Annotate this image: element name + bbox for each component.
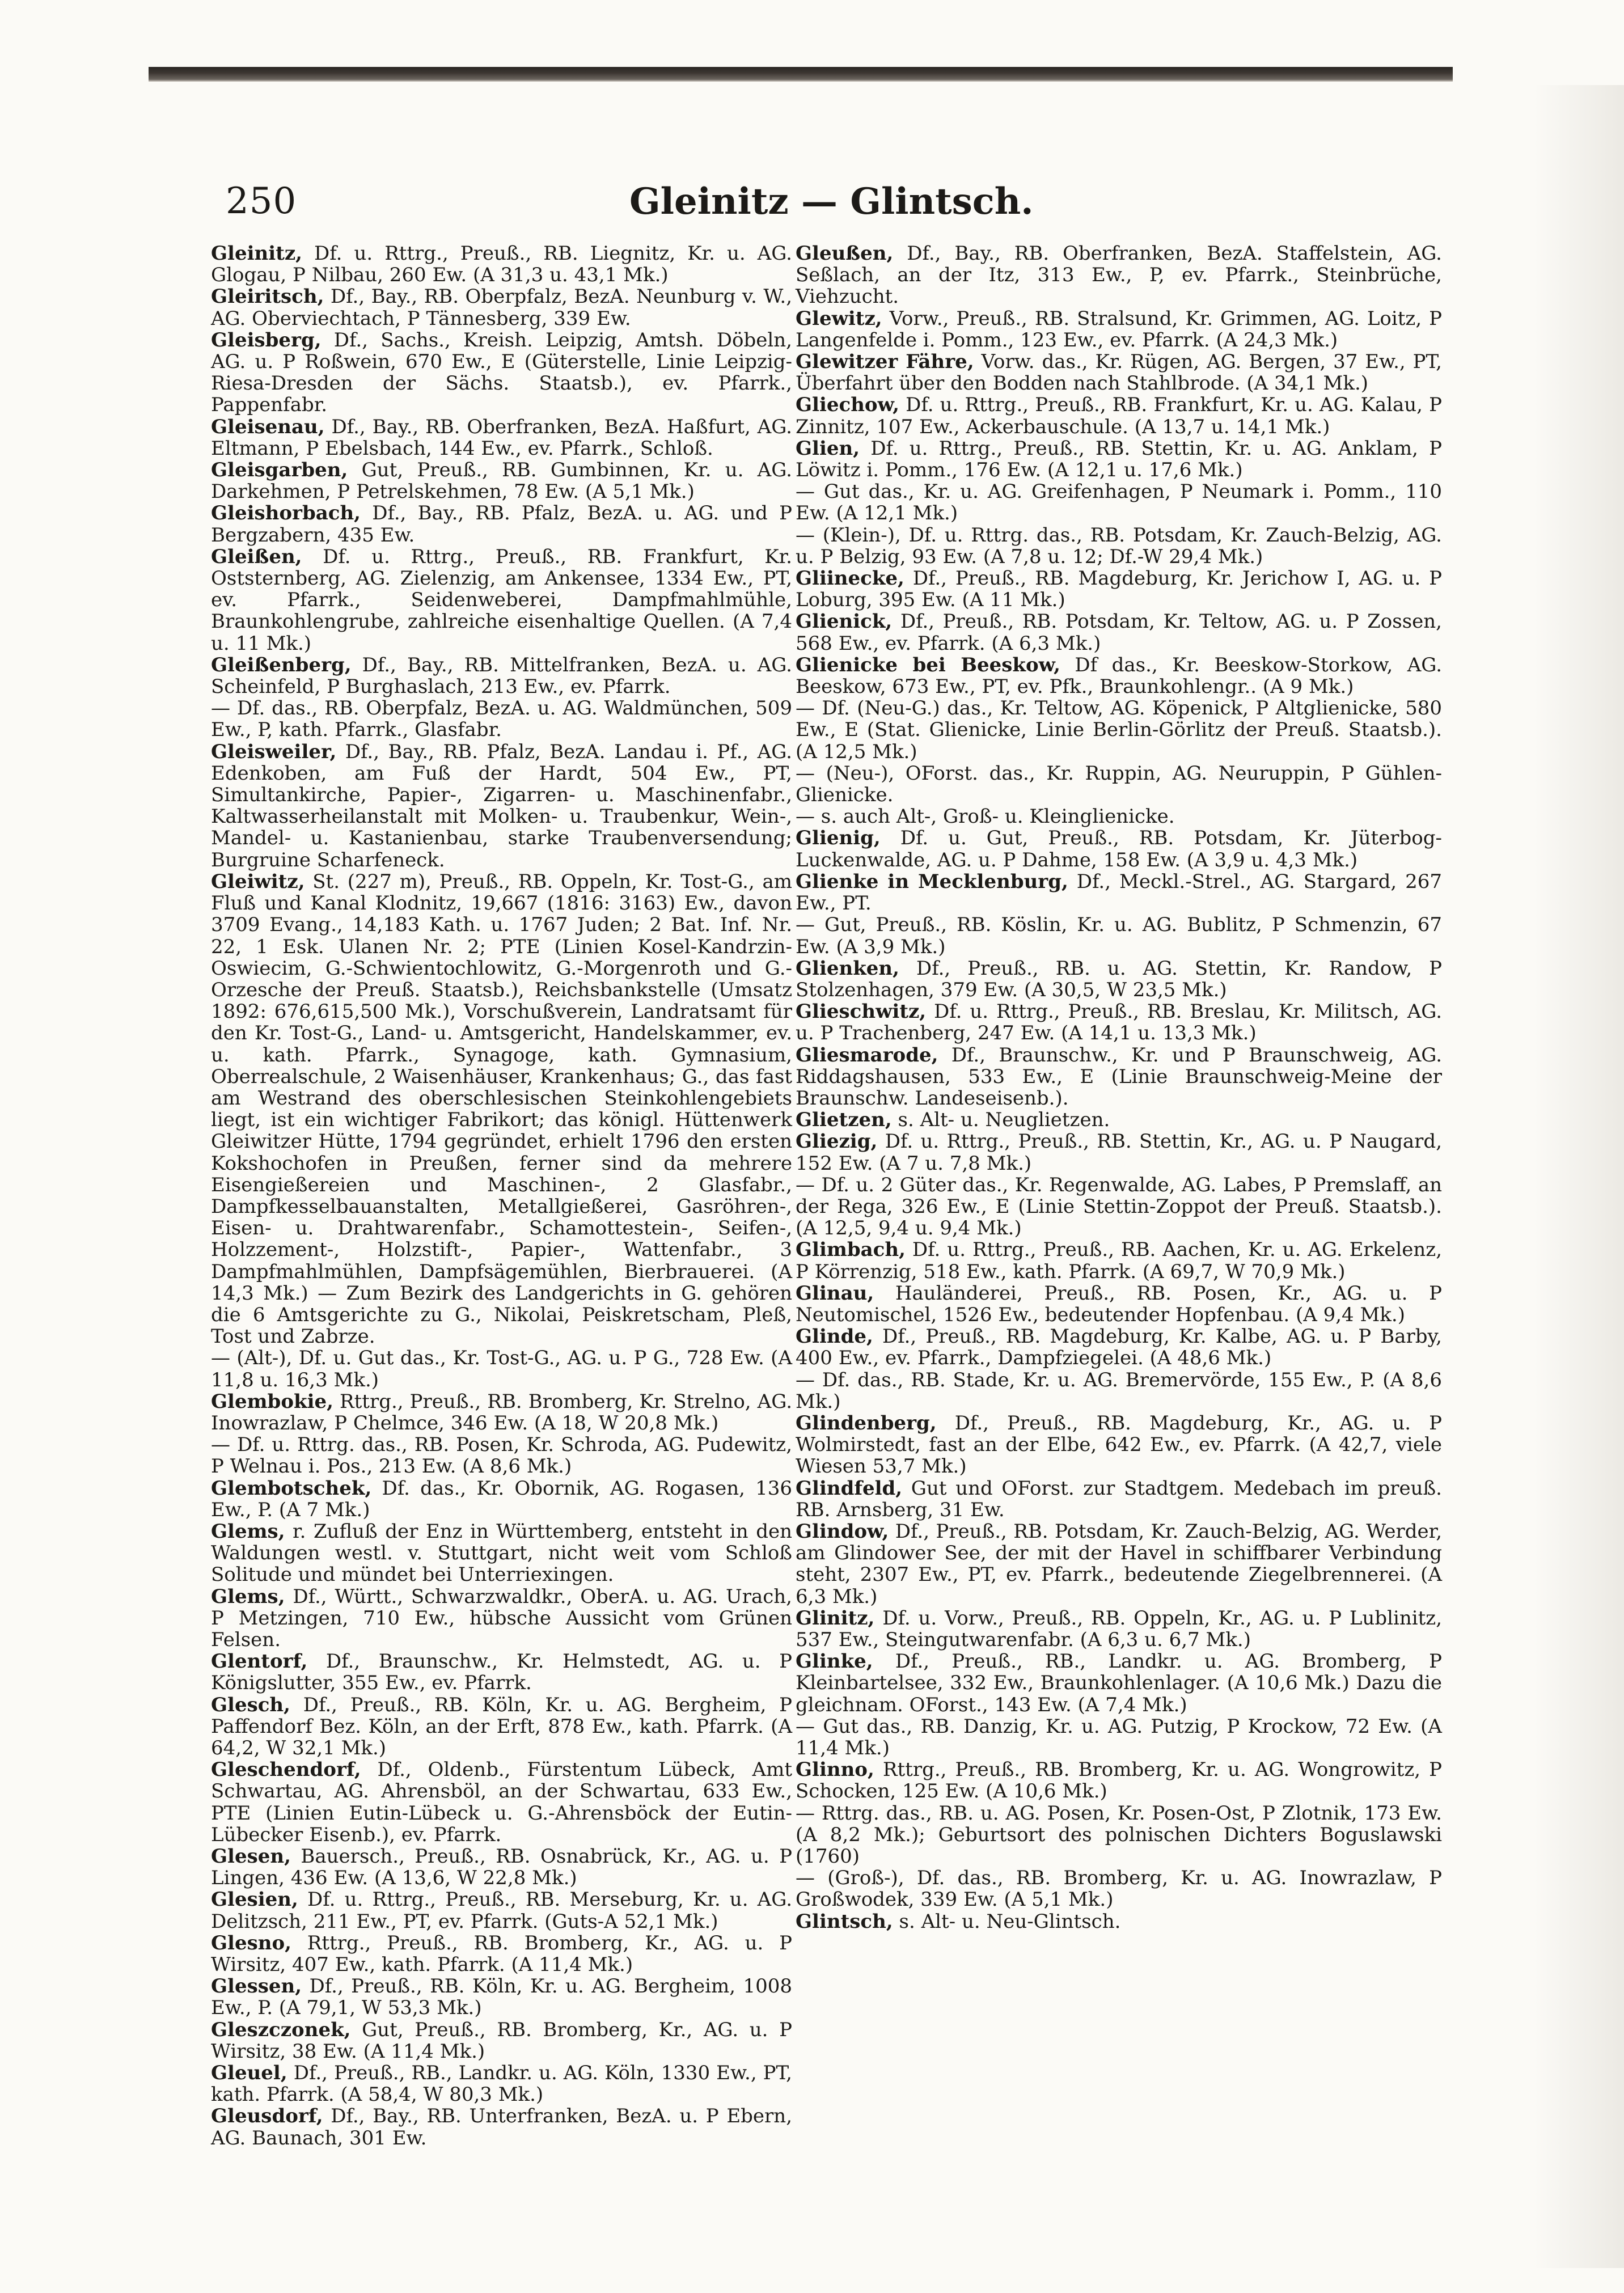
gazetteer-entry: [796, 806, 1442, 827]
gazetteer-entry: [796, 654, 1442, 697]
gazetteer-entry: [211, 741, 792, 871]
gazetteer-entry: [796, 351, 1442, 394]
entry-text: — Gut das., RB. Danzig, Kr. u. AG. Putzig, P Krockow, 72 Ew. (A 11,4 Mk.): [796, 1715, 1442, 1760]
gazetteer-entry: [211, 1586, 792, 1651]
entry-headword: Glinau,: [796, 1281, 874, 1305]
entry-text: — Df. das., RB. Oberpfalz, BezA. u. AG. Waldmünchen, 509 Ew., P, kath. Pfarrk., Glasfabr.: [211, 697, 792, 742]
entry-headword: Glembokie,: [211, 1390, 333, 1413]
gazetteer-entry: [796, 243, 1442, 308]
gazetteer-entry: [211, 2019, 792, 2062]
entry-headword: Gleißenberg,: [211, 653, 352, 676]
gazetteer-entry: [796, 1716, 1442, 1759]
entry-text: Df., Meckl.-Strel., AG. Stargard, 267 Ew., PT.: [796, 870, 1442, 915]
entry-headword: Gleisenau,: [211, 415, 325, 438]
gazetteer-entry: [796, 568, 1442, 611]
gazetteer-entry: [211, 2105, 792, 2148]
entry-headword: Glinitz,: [796, 1606, 875, 1630]
entry-text: Df., Preuß., RB. Köln, Kr. u. AG. Bergheim, 1008 Ew., P. (A 79,1, W 53,3 Mk.): [211, 1975, 792, 2020]
entry-headword: Glesno,: [211, 1931, 291, 1954]
entry-text: Gut und OForst. zur Stadtgem. Medebach im preuß. RB. Arnsberg, 31 Ew.: [796, 1477, 1442, 1521]
entry-text: Df., Bay., RB. Pfalz, BezA. u. AG. und P Bergzabern, 435 Ew.: [211, 502, 792, 547]
entry-text: Df., Preuß., RB. Potsdam, Kr. Zauch-Belzig, AG. Werder, am Glindower See, der mit der Havel in schiffbarer Verbindung steht, 2307 Ew., PT, ev. Pfarrk., bedeutende Ziegelbrennerei. (A 6,3 Mk.): [796, 1520, 1442, 1608]
gazetteer-entry: [211, 654, 792, 697]
entry-text: Df., Bay., RB. Mittelfranken, BezA. u. AG. Scheinfeld, P Burghaslach, 213 Ew., ev. Pfarrk.: [211, 653, 792, 699]
entry-headword: Gleiritsch,: [211, 285, 324, 308]
entry-text: Df., Preuß., RB. Magdeburg, Kr. Kalbe, AG. u. P Barby, 400 Ew., ev. Pfarrk., Dampfziegelei. (A 48,6 Mk.): [796, 1325, 1442, 1370]
entry-text: — Df. das., RB. Stade, Kr. u. AG. Bremervörde, 155 Ew., P. (A 8,6 Mk.): [796, 1368, 1442, 1413]
gazetteer-entry: [796, 1651, 1442, 1716]
gazetteer-entry: [211, 1694, 792, 1759]
entry-text: Df., Bay., RB. Oberfranken, BezA. Haßfurt, AG. Eltmann, P Ebelsbach, 144 Ew., ev. Pfarrk., Schloß.: [211, 415, 792, 460]
entry-text: — (Neu-), OForst. das., Kr. Ruppin, AG. Neuruppin, P Gühlen-Glienicke.: [796, 761, 1442, 807]
entry-headword: Glienicke bei Beeskow,: [796, 653, 1060, 676]
entry-headword: Gliinecke,: [796, 567, 904, 590]
entry-headword: Glembotschek,: [211, 1477, 372, 1500]
gazetteer-entry: [211, 1434, 792, 1477]
entry-headword: Gliezig,: [796, 1130, 878, 1153]
entry-headword: Glesch,: [211, 1693, 290, 1716]
entry-text: Bauersch., Preuß., RB. Osnabrück, Kr., AG. u. P Lingen, 436 Ew. (A 13,6, W 22,8 Mk.): [211, 1845, 792, 1890]
entry-headword: Gleuel,: [211, 2062, 287, 2085]
entry-headword: Glimbach,: [796, 1238, 906, 1262]
entry-headword: Glems,: [211, 1520, 285, 1543]
entry-text: Df., Bay., RB. Pfalz, BezA. Landau i. Pf., AG. Edenkoben, am Fuß der Hardt, 504 Ew., PT, Simultankirche, Papier-, Zigarren- u. Maschinenfabr., Kaltwasserheilanstalt mit Molken- u. Traubenkur, Wein-, Mandel- u. Kastanienbau, starke Traubenversendung; Burgruine Scharfeneck.: [211, 740, 792, 871]
entry-headword: Gliesmarode,: [796, 1043, 938, 1067]
gazetteer-entry: [796, 697, 1442, 763]
entry-text: Df. das., Kr. Obornik, AG. Rogasen, 136 Ew., P. (A 7 Mk.): [211, 1477, 792, 1521]
entry-headword: Gleißen,: [211, 545, 302, 568]
entry-text: Df. u. Rttrg., Preuß., RB. Stettin, Kr., AG. u. P Naugard, 152 Ew. (A 7 u. 7,8 Mk.): [796, 1130, 1442, 1175]
entry-text: — Rttrg. das., RB. u. AG. Posen, Kr. Posen-Ost, P Zlotnik, 173 Ew. (A 8,2 Mk.); Geburtsort des polnischen Dichters Boguslawski (1760): [796, 1801, 1442, 1868]
entry-text: Df., Preuß., RB. Köln, Kr. u. AG. Bergheim, P Paffendorf Bez. Köln, an der Erft, 878 Ew., kath. Pfarrk. (A 64,2, W 32,1 Mk.): [211, 1693, 792, 1760]
entry-headword: Glinke,: [796, 1650, 873, 1673]
gazetteer-entry: [796, 1001, 1442, 1044]
entry-headword: Gleusdorf,: [211, 2105, 323, 2128]
entry-text: — Df. u. 2 Güter das., Kr. Regenwalde, AG. Labes, P Premslaff, an der Rega, 326 Ew., E (Linie Stettin-Zoppot der Preuß. Staatsb.). (A 12,5, 9,4 u. 9,4 Mk.): [796, 1173, 1442, 1240]
gazetteer-entry: [796, 308, 1442, 351]
entry-headword: Glienke in Mecklenburg,: [796, 870, 1068, 893]
entry-text: Df. u. Vorw., Preuß., RB. Oppeln, Kr., AG. u. P Lublinitz, 537 Ew., Steingutwarenfabr. (A 6,3 u. 6,7 Mk.): [796, 1606, 1442, 1651]
entry-text: Df., Württ., Schwarzwaldkr., OberA. u. AG. Urach, P Metzingen, 710 Ew., hübsche Aussicht vom Grünen Felsen.: [211, 1585, 792, 1651]
entry-text: Rttrg., Preuß., RB. Bromberg, Kr., AG. u. P Wirsitz, 407 Ew., kath. Pfarrk. (A 11,4 Mk.): [211, 1931, 792, 1977]
gazetteer-entry: [796, 1109, 1442, 1131]
entry-text: Df. u. Rttrg., Preuß., RB. Stettin, Kr. u. AG. Anklam, P Löwitz i. Pomm., 176 Ew. (A 12,1 u. 17,6 Mk.): [796, 437, 1442, 482]
entry-text: Df., Bay., RB. Oberfranken, BezA. Staffelstein, AG. Seßlach, an der Itz, 313 Ew., P, ev. Pfarrk., Steinbrüche, Viehzucht.: [796, 242, 1442, 308]
entry-text: Df. u. Rttrg., Preuß., RB. Frankfurt, Kr. u. AG. Kalau, P Zinnitz, 107 Ew., Ackerbauschule. (A 13,7 u. 14,1 Mk.): [796, 394, 1442, 438]
entry-headword: Glieschwitz,: [796, 1000, 927, 1023]
gazetteer-entry: [796, 1867, 1442, 1910]
gazetteer-entry: [796, 1412, 1442, 1478]
entry-headword: Gleszczonek,: [211, 2018, 351, 2041]
entry-text: s. Alt- u. Neuglietzen.: [891, 1109, 1110, 1132]
entry-headword: Glesien,: [211, 1888, 298, 1911]
gazetteer-entry: [796, 1131, 1442, 1174]
entry-text: Df. u. Rttrg., Preuß., RB. Aachen, Kr. u. AG. Erkelenz, P Körrenzig, 518 Ew., kath. Pfarrk. (A 69,7, W 70,9 Mk.): [796, 1238, 1442, 1283]
gazetteer-entry: [211, 2062, 792, 2105]
entry-headword: Glindenberg,: [796, 1411, 937, 1435]
entry-text: Df., Preuß., RB. u. AG. Stettin, Kr. Randow, P Stolzenhagen, 379 Ew. (A 30,5, W 23,5 Mk.): [796, 957, 1442, 1001]
gazetteer-entry: [211, 1932, 792, 1975]
gazetteer-entry: [796, 1521, 1442, 1607]
gazetteer-entry: [211, 1347, 792, 1390]
gazetteer-entry: [211, 1759, 792, 1846]
entry-text: — (Alt-), Df. u. Gut das., Kr. Tost-G., AG. u. P G., 728 Ew. (A 11,8 u. 16,3 Mk.): [211, 1347, 792, 1391]
gazetteer-entry: [211, 697, 792, 741]
entry-text: Df. u. Gut, Preuß., RB. Potsdam, Kr. Jüterbog-Luckenwalde, AG. u. P Dahme, 158 Ew. (A 3,9 u. 4,3 Mk.): [796, 827, 1442, 871]
gazetteer-entry: [211, 1975, 792, 2019]
gazetteer-entry: [211, 1478, 792, 1521]
gazetteer-entry: [796, 1044, 1442, 1110]
entry-headword: Glinde,: [796, 1325, 873, 1348]
entry-headword: Glesen,: [211, 1845, 291, 1868]
entry-text: — (Groß-), Df. das., RB. Bromberg, Kr. u. AG. Inowrazlaw, P Großwodek, 339 Ew. (A 5,1 Mk.): [796, 1867, 1442, 1911]
entry-headword: Glinno,: [796, 1758, 874, 1782]
gazetteer-entry: [211, 416, 792, 459]
entry-text: — Gut das., Kr. u. AG. Greifenhagen, P Neumark i. Pomm., 110 Ew. (A 12,1 Mk.): [796, 480, 1442, 525]
entry-headword: Glewitzer Fähre,: [796, 350, 974, 374]
entry-headword: Gleisberg,: [211, 328, 322, 352]
gazetteer-entry: [211, 1651, 792, 1694]
entry-text: Df., Preuß., RB. Magdeburg, Kr., AG. u. P Wolmirstedt, fast an der Elbe, 642 Ew., ev. Pfarrk. (A 42,7, viele Wiesen 53,7 Mk.): [796, 1411, 1442, 1478]
entry-text: Df., Preuß., RB., Landkr. u. AG. Köln, 1330 Ew., PT, kath. Pfarrk. (A 58,4, W 80,3 Mk.): [211, 2062, 792, 2106]
entry-headword: Gleishorbach,: [211, 502, 361, 525]
entry-headword: Glindow,: [796, 1520, 889, 1543]
gazetteer-entry: [796, 827, 1442, 870]
gazetteer-entry: [211, 1889, 792, 1932]
entry-text: Rttrg., Preuß., RB. Bromberg, Kr. u. AG. Wongrowitz, P Schocken, 125 Ew. (A 10,6 Mk.): [796, 1758, 1442, 1803]
entry-text: Df. u. Rttrg., Preuß., RB. Frankfurt, Kr. Oststernberg, AG. Zielenzig, am Ankensee, 1334 Ew., PT, ev. Pfarrk., Seidenweberei, Dampfmahlmühle, Braunkohlengrube, zahlreiche eisenhaltige Quellen. (A 7,4 u. 11 Mk.): [211, 545, 792, 655]
entry-headword: Glienig,: [796, 827, 881, 850]
entry-text: Df. u. Rttrg., Preuß., RB. Liegnitz, Kr. u. AG. Glogau, P Nilbau, 260 Ew. (A 31,3 u. 43,1 Mk.): [211, 242, 792, 287]
entry-headword: Glietzen,: [796, 1109, 892, 1132]
gazetteer-entry: [211, 1521, 792, 1586]
entry-headword: Glessen,: [211, 1975, 302, 1998]
entry-text: r. Zufluß der Enz in Württemberg, entsteht in den Waldungen westl. v. Stuttgart, nicht weit vom Schloß Solitude und mündet bei Unterriexingen.: [211, 1520, 792, 1587]
gazetteer-entry: [211, 459, 792, 502]
page-number: 250: [226, 180, 297, 222]
page-shadow: [1533, 85, 1624, 2268]
gazetteer-entry: [796, 611, 1442, 654]
entry-text: Df das., Kr. Beeskow-Storkow, AG. Beeskow, 673 Ew., PT, ev. Pfk., Braunkohlengr.. (A 9 Mk.): [796, 653, 1443, 699]
entry-text: — Df. u. Rttrg. das., RB. Posen, Kr. Schroda, AG. Pudewitz, P Welnau i. Pos., 213 Ew. (A 8,6 Mk.): [211, 1433, 792, 1478]
entry-text: — (Klein-), Df. u. Rttrg. das., RB. Potsdam, Kr. Zauch-Belzig, AG. u. P Belzig, 93 Ew. (A 7,8 u. 12; Df.-W 29,4 Mk.): [796, 523, 1442, 568]
gazetteer-entry: [211, 1391, 792, 1434]
gazetteer-entry: [796, 1369, 1442, 1412]
entry-headword: Gleschendorf,: [211, 1758, 361, 1782]
entry-text: Df., Oldenb., Fürstentum Lübeck, Amt Schwartau, AG. Ahrensböl, an der Schwartau, 633 Ew., PTE (Linien Eutin-Lübeck u. G.-Ahrensböck der Eutin-Lübecker Eisenb.), ev. Pfarrk.: [211, 1758, 792, 1846]
entry-headword: Gleußen,: [796, 242, 894, 265]
gazetteer-entry: [211, 502, 792, 545]
entry-headword: Gleisgarben,: [211, 459, 348, 482]
entry-headword: Glienick,: [796, 610, 893, 633]
gazetteer-entry: [796, 1326, 1442, 1369]
entry-text: Df., Braunschw., Kr. und P Braunschweig, AG. Riddagshausen, 533 Ew., E (Linie Braunschweig-Meine der Braunschw. Landeseisenb.).: [796, 1043, 1442, 1110]
entry-headword: Gliechow,: [796, 394, 899, 417]
entry-headword: Gleiwitz,: [211, 870, 305, 893]
gazetteer-entry: [211, 1846, 792, 1889]
entry-text: Df., Preuß., RB. Potsdam, Kr. Teltow, AG. u. P Zossen, 568 Ew., ev. Pfarrk. (A 6,3 Mk.): [796, 610, 1442, 655]
entry-text: Df., Preuß., RB., Landkr. u. AG. Bromberg, P Kleinbartelsee, 332 Ew., Braunkohlenlager. (A 10,6 Mk.) Dazu die gleichnam. OForst., 143 Ew. (A 7,4 Mk.): [796, 1650, 1442, 1716]
entry-text: Df., Preuß., RB. Magdeburg, Kr. Jerichow I, AG. u. P Loburg, 395 Ew. (A 11 Mk.): [796, 567, 1442, 612]
gazetteer-entry: [796, 438, 1442, 481]
gazetteer-entry: [796, 1759, 1442, 1802]
entry-text: — s. auch Alt-, Groß- u. Kleinglienicke.: [796, 805, 1175, 828]
entry-text: s. Alt- u. Neu-Glintsch.: [893, 1910, 1121, 1933]
top-rule: [149, 67, 1453, 82]
entry-text: — Gut, Preuß., RB. Köslin, Kr. u. AG. Bublitz, P Schmenzin, 67 Ew. (A 3,9 Mk.): [796, 913, 1442, 958]
gazetteer-entry: [211, 243, 792, 286]
gazetteer-entry: [796, 1911, 1442, 1932]
gazetteer-entry: [796, 394, 1442, 437]
gazetteer-entry: [796, 1607, 1442, 1651]
gazetteer-entry: [796, 481, 1442, 524]
entry-headword: Glindfeld,: [796, 1477, 903, 1500]
gazetteer-entry: [796, 1478, 1442, 1521]
entry-headword: Gleisweiler,: [211, 740, 337, 763]
entry-text: Gut, Preuß., RB. Bromberg, Kr., AG. u. P Wirsitz, 38 Ew. (A 11,4 Mk.): [211, 2018, 792, 2063]
entry-text: — Df. (Neu-G.) das., Kr. Teltow, AG. Köpenick, P Altglienicke, 580 Ew., E (Stat. Glienicke, Linie Berlin-Görlitz der Preuß. Staatsb.). (A 12,5 Mk.): [796, 697, 1442, 763]
running-title: Gleinitz — Glintsch.: [629, 180, 1034, 223]
gazetteer-entry: [796, 1239, 1442, 1282]
entry-text: Gut, Preuß., RB. Gumbinnen, Kr. u. AG. Darkehmen, P Petrelskehmen, 78 Ew. (A 5,1 Mk.): [211, 459, 792, 504]
entry-headword: Glewitz,: [796, 307, 882, 330]
entry-text: Vorw., Preuß., RB. Stralsund, Kr. Grimmen, AG. Loitz, P Langenfelde i. Pomm., 123 Ew., ev. Pfarrk. (A 24,3 Mk.): [796, 307, 1442, 352]
entry-headword: Glintsch,: [796, 1910, 893, 1933]
entry-headword: Gleinitz,: [211, 242, 302, 265]
entry-text: Df., Sachs., Kreish. Leipzig, Amtsh. Döbeln, AG. u. P Roßwein, 670 Ew., E (Güterstelle, Linie Leipzig-Riesa-Dresden der Sächs. Staatsb.), ev. Pfarrk., Pappenfabr.: [211, 328, 792, 417]
entry-text: Df., Bay., RB. Unterfranken, BezA. u. P Ebern, AG. Baunach, 301 Ew.: [211, 2105, 792, 2150]
entry-text: Df., Braunschw., Kr. Helmstedt, AG. u. P Königslutter, 355 Ew., ev. Pfarrk.: [211, 1650, 792, 1695]
entry-text: St. (227 m), Preuß., RB. Oppeln, Kr. Tost-G., am Fluß und Kanal Klodnitz, 19,667 (1816: 3163) Ew., davon 3709 Evang., 14,183 Kath. u. 1767 Juden; 2 Bat. Inf. Nr. 22, 1 Esk. Ulanen Nr. 2; PTE (Linien Kosel-Kandrzin-Oswiecim, G.-Schwientochlowitz, G.-Morgenroth und G.-Orzesche der Preuß. Staatsb.), Reichsbankstelle (Umsatz 1892: 676,615,500 Mk.), Vorschußverein, Landratsamt für den Kr. Tost-G., Land- u. Amtsgericht, Handelskammer, ev. u. kath. Pfarrk., Synagoge, kath. Gymnasium, Oberrealschule, 2 Waisenhäuser, Krankenhaus; G., das fast am Westrand des oberschlesischen Steinkohlengebiets liegt, ist ein wichtiger Fabrikort; das königl. Hüttenwerk Gleiwitzer Hütte, 1794 gegründet, erhielt 1796 den ersten Kokshochofen in Preußen, ferner sind da mehrere Eisengießereien und Maschinen-, 2 Glasfabr., Dampfkesselbauanstalten, Metallgießerei, Gasröhren-, Eisen- u. Drahtwarenfabr., Schamottestein-, Seifen-, Holzzement-, Holzstift-, Papier-, Wattenfabr., 3 Dampfmahlmühlen, Dampfsägemühlen, Bierbrauerei. (A 14,3 Mk.) — Zum Bezirk des Landgerichts in G. gehören die 6 Amtsgerichte zu G., Nikolai, Peiskretscham, Pleß, Tost und Zabrze.: [211, 870, 792, 1348]
entry-text: Rttrg., Preuß., RB. Bromberg, Kr. Strelno, AG. Inowrazlaw, P Chelmce, 346 Ew. (A 18, W 20,8 Mk.): [211, 1390, 792, 1435]
gazetteer-entry: [211, 286, 792, 329]
gazetteer-entry: [796, 914, 1442, 957]
entry-headword: Glien,: [796, 437, 860, 460]
entry-text: Vorw. das., Kr. Rügen, AG. Bergen, 37 Ew., PT, Überfahrt über den Bodden nach Stahlbrode. (A 34,1 Mk.): [796, 350, 1442, 395]
left-column: [211, 243, 792, 2149]
gazetteer-entry: [796, 763, 1442, 806]
gazetteer-entry: [796, 524, 1442, 568]
entry-text: Df. u. Rttrg., Preuß., RB. Merseburg, Kr. u. AG. Delitzsch, 211 Ew., PT, ev. Pfarrk. (Guts-A 52,1 Mk.): [211, 1888, 792, 1933]
gazetteer-entry: [796, 871, 1442, 914]
gazetteer-entry: [796, 1174, 1442, 1239]
entry-headword: Glentorf,: [211, 1650, 308, 1673]
entry-text: Df. u. Rttrg., Preuß., RB. Breslau, Kr. Militsch, AG. u. P Trachenberg, 247 Ew. (A 14,1 u. 13,3 Mk.): [796, 1000, 1442, 1045]
gazetteer-entry: [211, 329, 792, 416]
entry-headword: Glems,: [211, 1585, 285, 1608]
gazetteer-entry: [796, 958, 1442, 1001]
gazetteer-entry: [211, 546, 792, 654]
gazetteer-entry: [796, 1283, 1442, 1326]
right-column: [796, 243, 1442, 1932]
gazetteer-entry: [211, 871, 792, 1347]
gazetteer-entry: [796, 1803, 1442, 1868]
entry-text: Df., Bay., RB. Oberpfalz, BezA. Neunburg v. W., AG. Oberviechtach, P Tännesberg, 339 Ew.: [211, 285, 792, 330]
entry-headword: Glienken,: [796, 957, 899, 980]
entry-text: Hauländerei, Preuß., RB. Posen, Kr., AG. u. P Neutomischel, 1526 Ew., bedeutender Hopfenbau. (A 9,4 Mk.): [796, 1281, 1442, 1326]
